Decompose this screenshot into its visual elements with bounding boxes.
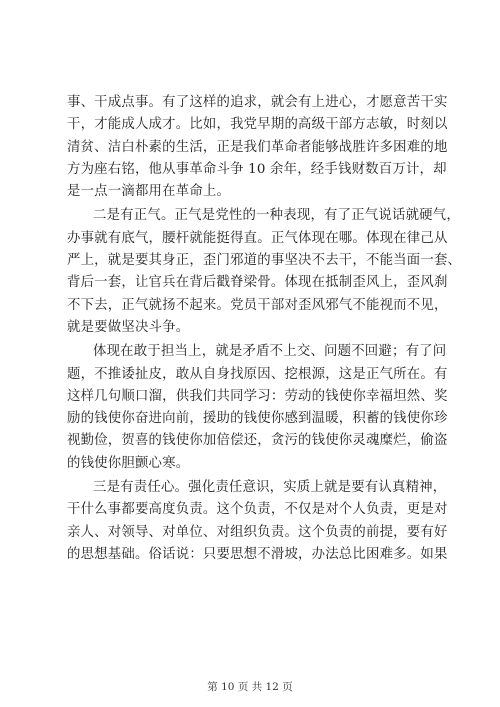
body-text — [67, 92, 462, 566]
text-line: 事、干成点事。有了这样的追求，就会有上进心，才愿意苦干实 — [67, 95, 448, 110]
text-line: 背后一套，让官兵在背后戳脊梁骨。体现在抵制歪风上，歪风刹 — [67, 275, 448, 291]
text-line: 办事就有底气，腰杆就能挺得直。正气体现在哪。体现在律己从 — [67, 230, 448, 246]
text-line: 三是有责任心。强化责任意识，实质上就是要有认真精神， — [93, 480, 447, 496]
text-line: 亲人、对领导、对单位、对组织负责。这个负责的前提，要有好 — [67, 524, 448, 540]
text-line: 干什么事都要高度负责。这个负责，不仅是对个人负责，更是对 — [67, 502, 448, 518]
text-line: 清贫、洁白朴素的生活，正是我们革命者能够战胜许多困难的地 — [67, 139, 448, 155]
text-line: 这样几句顺口溜，供我们共同学习：劳动的钱使你幸福坦然、奖 — [67, 388, 448, 404]
text-line: 的思想基础。俗话说：只要思想不滑坡，办法总比困难多。如果 — [67, 546, 448, 562]
text-line: 视勤俭，贺喜的钱使你加倍偿还，贪污的钱使你灵魂糜烂，偷盗 — [67, 433, 448, 449]
text-line: 的钱使你胆颤心寒。 — [67, 455, 190, 471]
text-line: 二是有正气。正气是党性的一种表现，有了正气说话就硬气， — [93, 208, 460, 224]
text-line: 严上，就是要其身正，歪门邪道的事坚决不去干，不能当面一套、 — [67, 253, 462, 269]
text-line: 是一点一滴都用在革命上。 — [67, 184, 231, 200]
text-line: 不下去，正气就扬不起来。党员干部对歪风邪气不能视而不见， — [67, 297, 448, 313]
text-line: 励的钱使你奋进向前，援助的钱使你感到温暖，积蓄的钱使你珍 — [67, 411, 448, 427]
text-line: 题，不推诿扯皮，敢从自身找原因、挖根源，这是正气所在。有 — [67, 366, 448, 382]
text-line: 体现在敢于担当上，就是矛盾不上交、问题不回避；有了问 — [93, 344, 447, 360]
text-line: 就是要做坚决斗争。 — [67, 319, 190, 335]
text-line: 方为座右铭，他从事革命斗争 10 余年，经手钱财数百万计，却 — [67, 161, 447, 177]
page-footer: 第 10 页 共 12 页 — [207, 681, 293, 693]
text-line: 干，才能成人成才。比如，我党早期的高级干部方志敏，时刻以 — [67, 117, 448, 133]
